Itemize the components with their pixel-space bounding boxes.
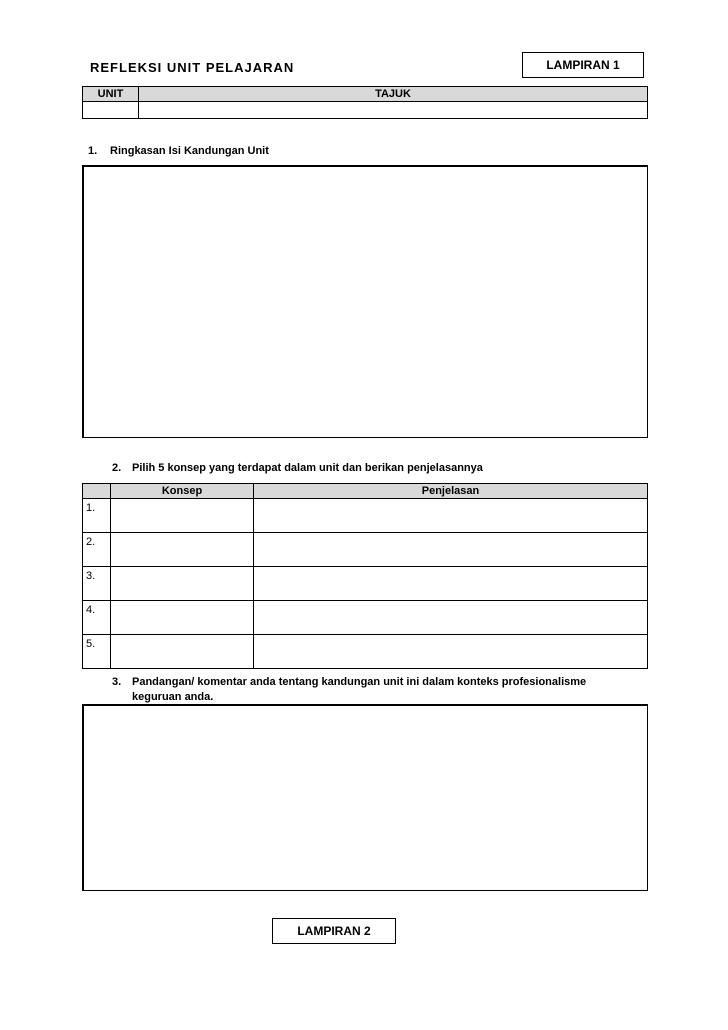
table-row	[83, 533, 648, 567]
unit-input-cell[interactable]	[83, 102, 139, 119]
appendix-label-top-text: LAMPIRAN 1	[546, 58, 620, 72]
number-column-header	[83, 484, 111, 499]
row-number: 4.	[83, 601, 111, 635]
unit-table-input-row	[83, 102, 648, 119]
section2-number: 2.	[112, 462, 122, 474]
penjelasan-input-cell[interactable]	[254, 499, 648, 533]
section1-number: 1.	[88, 145, 98, 157]
konsep-input-cell[interactable]	[111, 499, 254, 533]
appendix-label-bottom-text: LAMPIRAN 2	[297, 924, 371, 938]
commentary-input-box[interactable]	[82, 704, 648, 891]
table-row	[83, 601, 648, 635]
appendix-label-bottom	[272, 918, 396, 944]
appendix-label-top	[522, 52, 644, 78]
row-number: 5.	[83, 635, 111, 669]
penjelasan-input-cell[interactable]	[254, 601, 648, 635]
konsep-input-cell[interactable]	[111, 635, 254, 669]
section3-number: 3.	[112, 676, 122, 688]
section3-label-line2: keguruan anda.	[132, 691, 214, 703]
konsep-column-header: Konsep	[111, 484, 254, 499]
unit-title-table	[82, 86, 648, 119]
tajuk-input-cell[interactable]	[139, 102, 648, 119]
summary-input-box[interactable]	[82, 165, 648, 438]
penjelasan-column-header: Penjelasan	[254, 484, 648, 499]
concept-table	[82, 483, 648, 669]
unit-column-header: UNIT	[83, 87, 139, 102]
unit-table-header-row	[83, 87, 648, 102]
tajuk-column-header: TAJUK	[139, 87, 648, 102]
konsep-input-cell[interactable]	[111, 601, 254, 635]
concept-table-header-row	[83, 484, 648, 499]
penjelasan-input-cell[interactable]	[254, 533, 648, 567]
penjelasan-input-cell[interactable]	[254, 635, 648, 669]
row-number: 1.	[83, 499, 111, 533]
table-row	[83, 635, 648, 669]
section3-label-line1: Pandangan/ komentar anda tentang kandungan unit ini dalam konteks profesionalisme	[132, 676, 587, 688]
section3-heading	[112, 676, 587, 703]
table-row	[83, 499, 648, 533]
table-row	[83, 567, 648, 601]
konsep-input-cell[interactable]	[111, 567, 254, 601]
row-number: 2.	[83, 533, 111, 567]
section2-label: Pilih 5 konsep yang terdapat dalam unit dan berikan penjelasannya	[132, 462, 483, 474]
section1-label: Ringkasan Isi Kandungan Unit	[110, 145, 269, 157]
row-number: 3.	[83, 567, 111, 601]
penjelasan-input-cell[interactable]	[254, 567, 648, 601]
section1-heading	[88, 145, 269, 157]
konsep-input-cell[interactable]	[111, 533, 254, 567]
section2-heading	[112, 462, 483, 474]
page-title: REFLEKSI UNIT PELAJARAN	[90, 60, 295, 75]
